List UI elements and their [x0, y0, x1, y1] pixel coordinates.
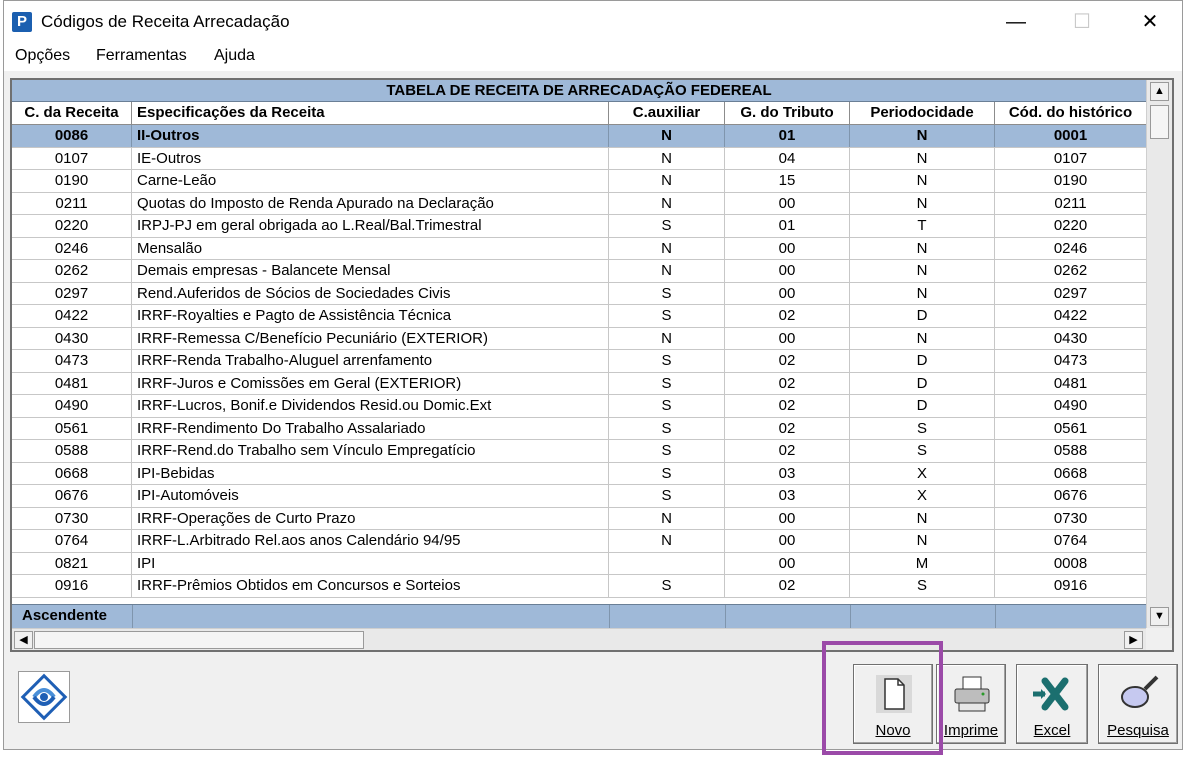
cell-periodicidade: N — [850, 193, 995, 215]
minimize-button[interactable]: — — [1006, 11, 1026, 33]
column-header-especificacoes[interactable]: Especificações da Receita — [132, 102, 609, 124]
cell-codigo: 0297 — [12, 283, 132, 305]
imprime-label: Imprime — [943, 722, 999, 739]
scroll-up-icon[interactable]: ▲ — [1150, 82, 1169, 101]
cell-historico: 0008 — [1053, 554, 1088, 572]
cell-especificacao: Carne-Leão — [132, 170, 609, 192]
grid-footer — [12, 604, 1146, 628]
cell-codigo: 0107 — [12, 148, 132, 170]
cell-codigo: 0422 — [12, 305, 132, 327]
table-row[interactable] — [12, 440, 1146, 463]
cell-periodicidade: D — [850, 395, 995, 417]
vertical-scrollbar[interactable] — [1146, 80, 1172, 628]
cell-periodicidade: D — [850, 373, 995, 395]
menu-ajuda[interactable]: Ajuda — [214, 47, 255, 64]
table-row[interactable] — [12, 575, 1146, 598]
cell-periodicidade: N — [850, 148, 995, 170]
cell-periodicidade: X — [850, 485, 995, 507]
excel-export-icon — [1031, 673, 1071, 715]
cell-especificacao: Quotas do Imposto de Renda Apurado na Declaração — [132, 193, 609, 215]
horizontal-scrollbar[interactable] — [12, 628, 1146, 650]
menu-bar — [4, 43, 1182, 71]
cell-codigo: 0490 — [12, 395, 132, 417]
cell-auxiliar: S — [609, 215, 725, 237]
cell-periodicidade: M — [850, 553, 995, 575]
cell-especificacao: Rend.Auferidos de Sócios de Sociedades Civis — [132, 283, 609, 305]
cell-grupo-tributo: 03 — [725, 463, 850, 485]
table-row[interactable] — [12, 508, 1146, 531]
cell-codigo: 0211 — [12, 193, 132, 215]
table-row[interactable] — [12, 148, 1146, 171]
cell-codigo: 0246 — [12, 238, 132, 260]
cell-codigo: 0262 — [12, 260, 132, 282]
cell-periodicidade: N — [850, 238, 995, 260]
cell-periodicidade: N — [850, 283, 995, 305]
receita-logo-icon — [18, 671, 70, 723]
cell-auxiliar: N — [609, 530, 725, 552]
table-row[interactable] — [12, 553, 1146, 576]
cell-codigo: 0220 — [12, 215, 132, 237]
cell-auxiliar: N — [609, 328, 725, 350]
cell-historico: 0246 — [1053, 239, 1088, 257]
table-row[interactable] — [12, 463, 1146, 486]
scroll-down-icon[interactable]: ▼ — [1150, 607, 1169, 626]
cell-codigo: 0668 — [12, 463, 132, 485]
cell-periodicidade: T — [850, 215, 995, 237]
cell-grupo-tributo: 01 — [725, 125, 850, 147]
cell-especificacao: IRRF-Renda Trabalho-Aluguel arrenfamento — [132, 350, 609, 372]
cell-periodicidade: N — [850, 125, 995, 147]
cell-auxiliar: S — [609, 485, 725, 507]
grid-body — [12, 125, 1146, 602]
cell-codigo: 0764 — [12, 530, 132, 552]
column-header-periodicidade[interactable]: Periodocidade — [850, 102, 995, 124]
cell-grupo-tributo: 00 — [725, 328, 850, 350]
cell-especificacao: IRRF-Juros e Comissões em Geral (EXTERIOR) — [132, 373, 609, 395]
app-window — [3, 0, 1183, 750]
table-row[interactable] — [12, 193, 1146, 216]
table-row[interactable] — [12, 530, 1146, 553]
cell-periodicidade: S — [850, 440, 995, 462]
cell-codigo: 0473 — [12, 350, 132, 372]
window-title: Códigos de Receita Arrecadação — [41, 12, 290, 31]
cell-historico: 0001 — [1053, 127, 1088, 144]
cell-auxiliar: S — [609, 350, 725, 372]
cell-especificacao: IRRF-Prêmios Obtidos em Concursos e Sorteios — [132, 575, 609, 597]
magnifier-icon — [1117, 673, 1157, 715]
cell-periodicidade: D — [850, 350, 995, 372]
vertical-scroll-thumb[interactable] — [1150, 105, 1169, 139]
cell-grupo-tributo: 15 — [725, 170, 850, 192]
cell-periodicidade: N — [850, 260, 995, 282]
cell-auxiliar: S — [609, 463, 725, 485]
cell-historico: 0220 — [1053, 217, 1088, 234]
cell-auxiliar: N — [609, 125, 725, 147]
cell-grupo-tributo: 00 — [725, 193, 850, 215]
cell-periodicidade: S — [850, 418, 995, 440]
cell-grupo-tributo: 00 — [725, 530, 850, 552]
app-logo-icon: P — [12, 12, 32, 32]
footer-divider — [609, 605, 610, 629]
cell-periodicidade: D — [850, 305, 995, 327]
title-bar — [4, 1, 1182, 43]
footer-divider — [725, 605, 726, 629]
cell-grupo-tributo: 02 — [725, 373, 850, 395]
cell-grupo-tributo: 00 — [725, 238, 850, 260]
cell-historico: 0676 — [1053, 487, 1088, 504]
menu-ferramentas[interactable]: Ferramentas — [96, 47, 187, 64]
table-row[interactable] — [12, 260, 1146, 283]
cell-periodicidade: N — [850, 328, 995, 350]
cell-especificacao: IRRF-Lucros, Bonif.e Dividendos Resid.ou Domic.Ext — [132, 395, 609, 417]
table-row[interactable] — [12, 215, 1146, 238]
cell-periodicidade: N — [850, 530, 995, 552]
cell-auxiliar: S — [609, 418, 725, 440]
cell-especificacao: IRRF-Remessa C/Benefício Pecuniário (EXTERIOR) — [132, 328, 609, 350]
cell-grupo-tributo: 02 — [725, 395, 850, 417]
cell-auxiliar: S — [609, 283, 725, 305]
table-row[interactable] — [12, 350, 1146, 373]
cell-auxiliar: N — [609, 238, 725, 260]
table-row[interactable] — [12, 395, 1146, 418]
cell-codigo: 0588 — [12, 440, 132, 462]
cell-grupo-tributo: 02 — [725, 440, 850, 462]
cell-codigo: 0086 — [12, 125, 132, 147]
cell-historico: 0430 — [1053, 329, 1088, 347]
cell-codigo: 0561 — [12, 418, 132, 440]
column-header-historico[interactable]: Cód. do histórico — [1008, 104, 1133, 121]
cell-historico: 0422 — [1053, 307, 1088, 324]
cell-auxiliar: S — [609, 373, 725, 395]
scroll-right-icon[interactable]: ▶ — [1124, 631, 1143, 649]
pesquisa-label: Pesquisa — [1107, 722, 1169, 739]
cell-especificacao: IRRF-Rend.do Trabalho sem Vínculo Empregatício — [132, 440, 609, 462]
footer-divider — [850, 605, 851, 629]
table-row[interactable] — [12, 418, 1146, 441]
cell-historico: 0262 — [1053, 262, 1088, 279]
cell-especificacao: IRRF-Rendimento Do Trabalho Assalariado — [132, 418, 609, 440]
pesquisa-button[interactable] — [1098, 664, 1178, 744]
cell-historico: 0211 — [1054, 194, 1087, 212]
cell-especificacao: IRRF-Royalties e Pagto de Assistência Técnica — [132, 305, 609, 327]
cell-historico: 0561 — [1053, 419, 1088, 437]
cell-codigo: 0190 — [12, 170, 132, 192]
cell-historico: 0730 — [1053, 509, 1088, 527]
cell-especificacao: IRPJ-PJ em geral obrigada ao L.Real/Bal.Trimestral — [132, 215, 609, 237]
cell-auxiliar: N — [609, 148, 725, 170]
column-header-codigo[interactable]: C. da Receita — [12, 102, 132, 124]
imprime-button[interactable] — [936, 664, 1006, 744]
cell-periodicidade: X — [850, 463, 995, 485]
cell-periodicidade: N — [850, 170, 995, 192]
table-row[interactable] — [12, 238, 1146, 261]
excel-button[interactable] — [1016, 664, 1088, 744]
cell-codigo: 0916 — [12, 575, 132, 597]
highlight-annotation — [822, 641, 943, 755]
scroll-left-icon[interactable]: ◀ — [14, 631, 33, 649]
excel-label: Excel — [1033, 722, 1071, 739]
cell-grupo-tributo: 02 — [725, 418, 850, 440]
table-row[interactable] — [12, 328, 1146, 351]
cell-auxiliar — [609, 553, 725, 575]
cell-codigo: 0821 — [12, 553, 132, 575]
cell-auxiliar: S — [609, 440, 725, 462]
cell-auxiliar: S — [609, 575, 725, 597]
cell-auxiliar: N — [609, 170, 725, 192]
cell-auxiliar: N — [609, 260, 725, 282]
cell-grupo-tributo: 00 — [725, 508, 850, 530]
receita-grid[interactable] — [10, 78, 1174, 652]
table-row[interactable] — [12, 170, 1146, 193]
cell-periodicidade: N — [850, 508, 995, 530]
printer-icon — [951, 673, 991, 715]
cell-especificacao: IRRF-L.Arbitrado Rel.aos anos Calendário 94/95 — [132, 530, 609, 552]
cell-especificacao: IE-Outros — [132, 148, 609, 170]
cell-historico: 0481 — [1053, 374, 1088, 392]
footer-divider — [132, 605, 133, 629]
table-row[interactable] — [12, 283, 1146, 306]
cell-especificacao: Demais empresas - Balancete Mensal — [132, 260, 609, 282]
cell-historico: 0107 — [1053, 149, 1088, 167]
footer-divider — [995, 605, 996, 629]
cell-historico: 0916 — [1053, 577, 1088, 594]
table-row[interactable] — [12, 305, 1146, 328]
grid-caption: TABELA DE RECEITA DE ARRECADAÇÃO FEDEREAL — [12, 80, 1146, 102]
cell-historico: 0588 — [1053, 442, 1088, 459]
column-header-grupo-tributo[interactable]: G. do Tributo — [725, 102, 850, 124]
cell-auxiliar: S — [609, 395, 725, 417]
cell-grupo-tributo: 02 — [725, 305, 850, 327]
grid-header — [12, 102, 1146, 125]
cell-especificacao: II-Outros — [132, 125, 609, 147]
cell-historico: 0764 — [1053, 532, 1088, 549]
horizontal-scroll-thumb[interactable] — [34, 631, 364, 649]
table-row[interactable] — [12, 125, 1146, 148]
cell-codigo: 0430 — [12, 328, 132, 350]
table-row[interactable] — [12, 485, 1146, 508]
cell-grupo-tributo: 00 — [725, 283, 850, 305]
menu-opcoes[interactable]: Opções — [15, 47, 71, 64]
scroll-corner — [1146, 628, 1172, 650]
cell-especificacao: IPI — [132, 553, 609, 575]
cell-grupo-tributo: 00 — [725, 260, 850, 282]
novo-label: Novo — [875, 722, 911, 739]
cell-historico: 0190 — [1053, 172, 1088, 189]
cell-historico: 0490 — [1053, 397, 1088, 414]
cell-grupo-tributo: 04 — [725, 148, 850, 170]
cell-auxiliar: N — [609, 193, 725, 215]
sort-order-label: Ascendente — [22, 607, 108, 624]
cell-auxiliar: S — [609, 305, 725, 327]
maximize-button[interactable]: ☐ — [1073, 11, 1091, 33]
cell-grupo-tributo: 02 — [725, 575, 850, 597]
cell-especificacao: IRRF-Operações de Curto Prazo — [132, 508, 609, 530]
table-row[interactable] — [12, 373, 1146, 396]
cell-especificacao: IPI-Bebidas — [132, 463, 609, 485]
cell-periodicidade: S — [850, 575, 995, 597]
cell-historico: 0297 — [1053, 284, 1088, 302]
close-button[interactable]: ✕ — [1141, 11, 1159, 33]
cell-auxiliar: N — [609, 508, 725, 530]
cell-grupo-tributo: 03 — [725, 485, 850, 507]
cell-codigo: 0730 — [12, 508, 132, 530]
cell-historico: 0473 — [1053, 352, 1088, 369]
column-header-auxiliar[interactable]: C.auxiliar — [609, 102, 725, 124]
cell-grupo-tributo: 01 — [725, 215, 850, 237]
cell-codigo: 0481 — [12, 373, 132, 395]
cell-historico: 0668 — [1053, 464, 1088, 482]
cell-grupo-tributo: 00 — [725, 553, 850, 575]
cell-codigo: 0676 — [12, 485, 132, 507]
cell-especificacao: Mensalão — [132, 238, 609, 260]
cell-especificacao: IPI-Automóveis — [132, 485, 609, 507]
cell-grupo-tributo: 02 — [725, 350, 850, 372]
